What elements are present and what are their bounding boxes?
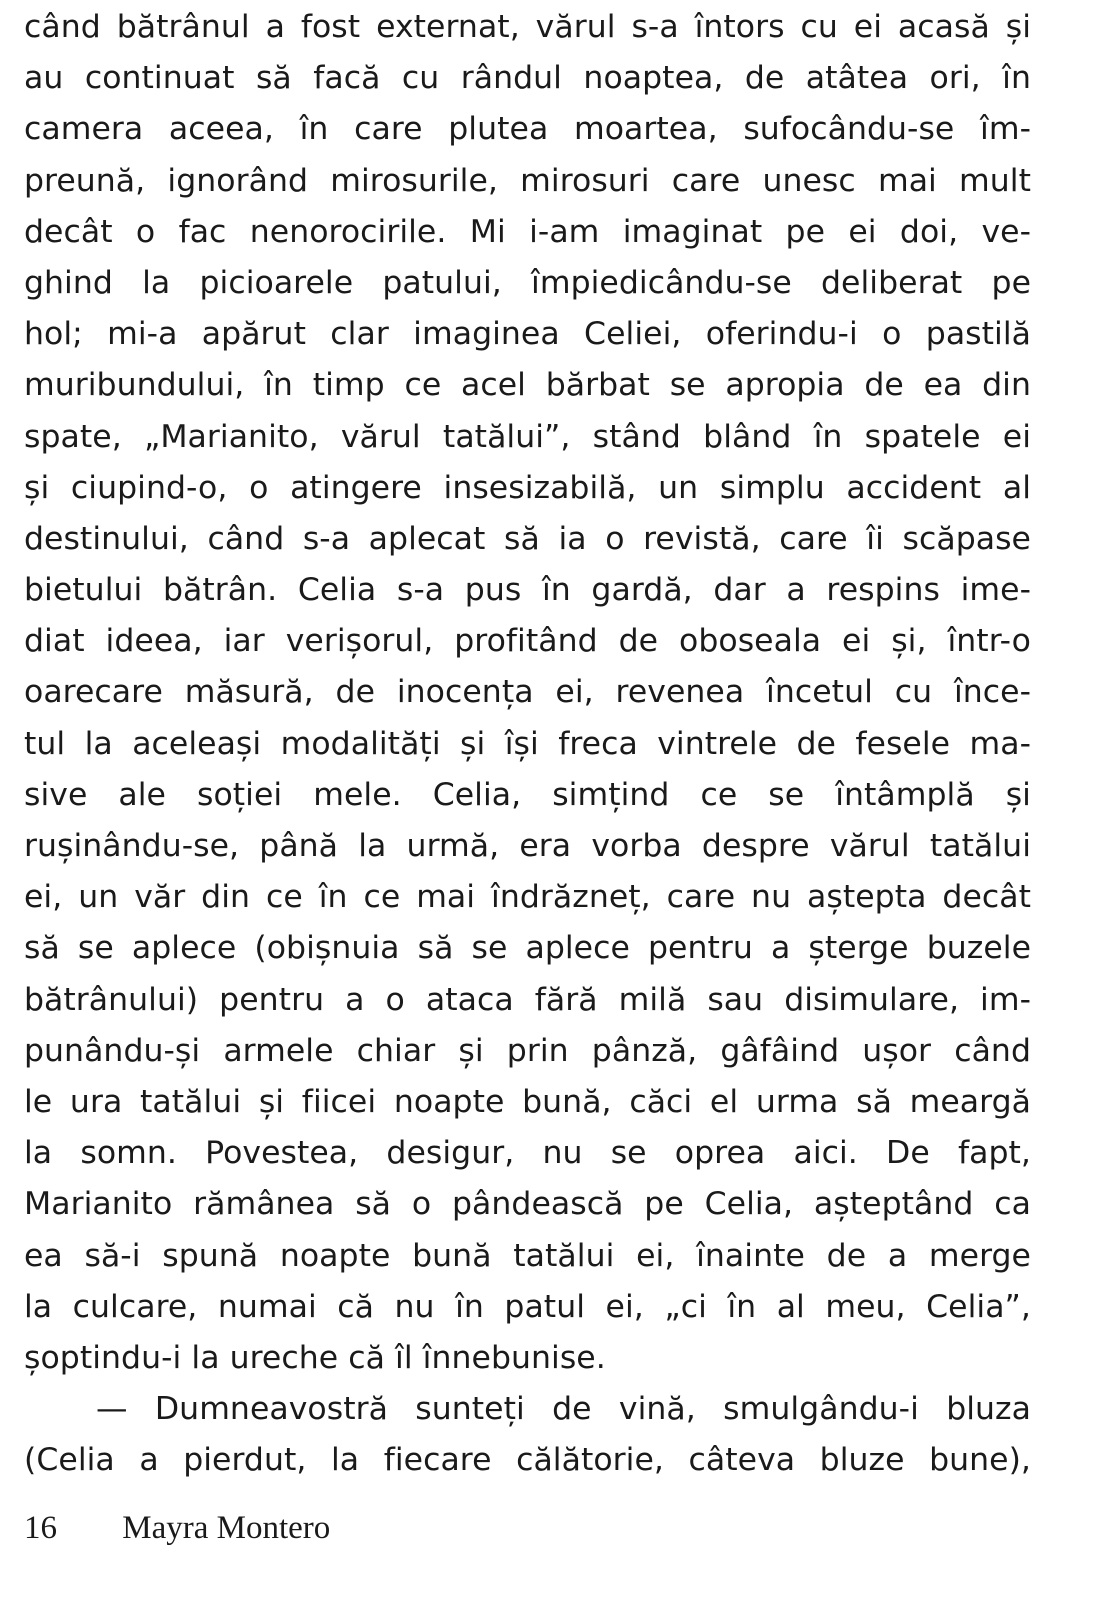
- text-line: decât o fac nenorocirile. Mi i-am imaginat pe ei doi, ve-: [24, 213, 1031, 250]
- text-line: — Dumneavostră sunteți de vină, smulgându-i bluza: [96, 1391, 1031, 1428]
- text-line: ea să-i spună noapte bună tatălui ei, înainte de a merge: [24, 1237, 1031, 1274]
- page-footer: [24, 1508, 330, 1548]
- text-line: le ura tatălui și fiicei noapte bună, căci el urma să meargă: [24, 1083, 1031, 1120]
- paragraph: [24, 1384, 1031, 1486]
- text-line: hol; mi-a apărut clar imaginea Celiei, oferindu-i o pastilă: [24, 316, 1031, 353]
- page-body: [24, 2, 1031, 1486]
- text-line: au continuat să facă cu rândul noaptea, de atâtea ori, în: [24, 60, 1031, 97]
- text-line: (Celia a pierdut, la fiecare călătorie, câteva bluze bune),: [24, 1442, 1031, 1479]
- text-line: preună, ignorând mirosurile, mirosuri care unesc mai mult: [24, 162, 1031, 199]
- text-line: tul la aceleași modalități și își freca vintrele de fesele ma-: [24, 725, 1031, 762]
- text-line: oarecare măsură, de inocența ei, revenea încetul cu înce-: [24, 674, 1031, 711]
- page-number: 16: [24, 1510, 57, 1546]
- text-line: ei, un văr din ce în ce mai îndrăzneț, care nu aștepta decât: [24, 879, 1031, 916]
- running-head-author: Mayra Montero: [122, 1510, 331, 1546]
- paragraph: [24, 2, 1031, 1384]
- text-line: destinului, când s-a aplecat să ia o revistă, care îi scăpase: [24, 520, 1031, 557]
- text-line: șoptindu-i la ureche că îl înnebunise.: [24, 1339, 606, 1376]
- text-line: Marianito rămânea să o pândească pe Celia, așteptând ca: [24, 1186, 1031, 1223]
- text-line: sive ale soției mele. Celia, simțind ce se întâmplă și: [24, 776, 1031, 813]
- text-line: și ciupind-o, o atingere insesizabilă, un simplu accident al: [24, 469, 1031, 506]
- text-line: spate, „Marianito, vărul tatălui”, stând blând în spatele ei: [24, 418, 1031, 455]
- text-line: bătrânului) pentru a o ataca fără milă sau disimulare, im-: [24, 981, 1031, 1018]
- text-line: diat ideea, iar verișorul, profitând de oboseala ei și, într-o: [24, 623, 1031, 660]
- text-line: camera aceea, în care plutea moartea, sufocându-se îm-: [24, 111, 1031, 148]
- text-line: la somn. Povestea, desigur, nu se oprea aici. De fapt,: [24, 1135, 1031, 1172]
- text-line: la culcare, numai că nu în patul ei, „ci în al meu, Celia”,: [24, 1288, 1031, 1325]
- text-line: rușinându-se, până la urmă, era vorba despre vărul tatălui: [24, 828, 1031, 864]
- text-line: bietului bătrân. Celia s-a pus în gardă, dar a respins ime-: [24, 572, 1031, 609]
- text-line: punându-și armele chiar și prin pânză, gâfâind ușor când: [24, 1032, 1031, 1069]
- text-line: ghind la picioarele patului, împiedicându-se deliberat pe: [24, 264, 1031, 301]
- text-line: să se aplece (obișnuia să se aplece pentru a șterge buzele: [24, 930, 1031, 967]
- text-line: când bătrânul a fost externat, vărul s-a întors cu ei acasă și: [24, 9, 1031, 45]
- text-line: muribundului, în timp ce acel bărbat se apropia de ea din: [24, 367, 1031, 404]
